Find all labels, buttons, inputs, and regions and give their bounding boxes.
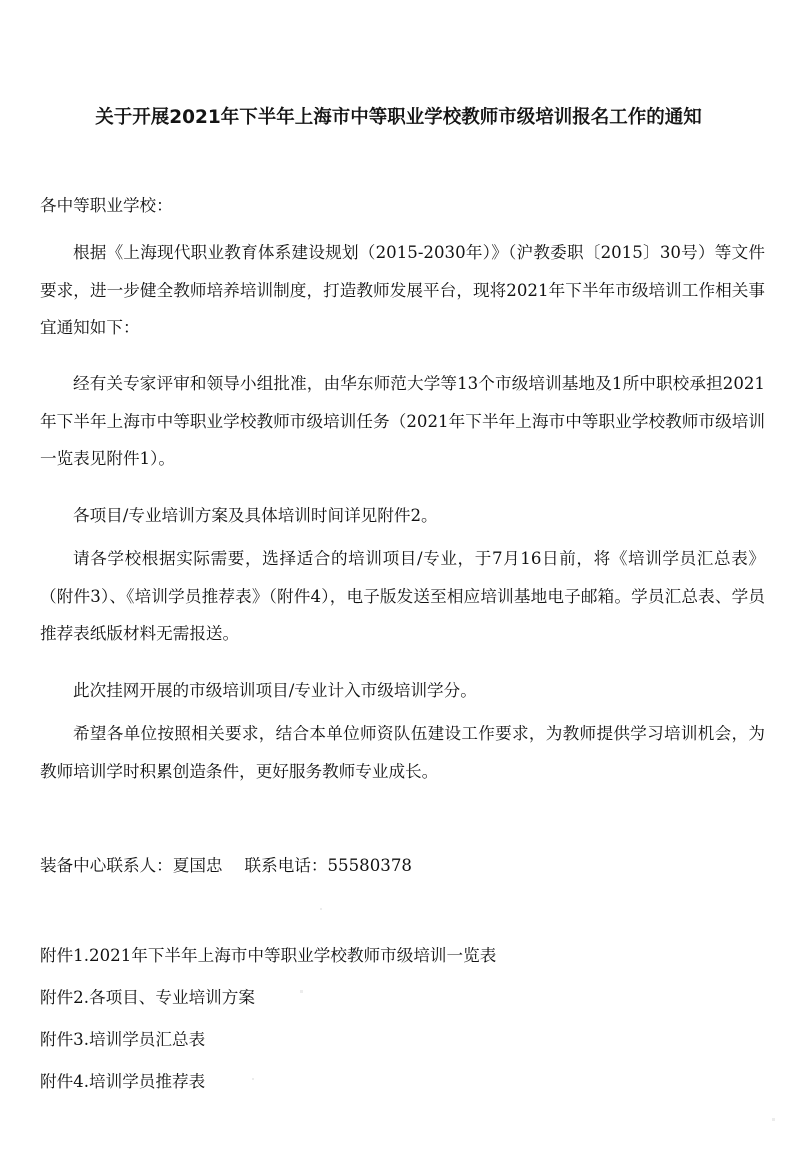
- paragraph-5: 此次挂网开展的市级培训项目/专业计入市级培训学分。: [73, 681, 477, 700]
- attachment-4: 附件4.培训学员推荐表: [40, 1072, 206, 1091]
- scan-speck: [772, 1118, 775, 1121]
- contact-phone-label: 联系电话：: [244, 856, 328, 875]
- scan-speck: [252, 1078, 254, 1080]
- paragraph-2: 经有关专家评审和领导小组批准，由华东师范大学等13个市级培训基地及1所中职校承担2021年下半年上海市中等职业学校教师市级培训任务（2021年下半年上海市中等职业学校教师市级培训一览表见附件1）。: [40, 374, 765, 468]
- contact-phone: 55580378: [327, 856, 412, 875]
- scan-speck: [300, 990, 303, 993]
- scan-speck: [320, 908, 322, 910]
- salutation: 各中等职业学校：: [40, 196, 173, 215]
- paragraph-4: 请各学校根据实际需要，选择适合的培训项目/专业，于7月16日前，将《培训学员汇总表》（附件3）、《培训学员推荐表》（附件4），电子版发送至相应培训基地电子邮箱。学员汇总表、学员推荐表纸版材料无需报送。: [40, 549, 765, 643]
- contact-line: [40, 852, 412, 876]
- paragraph-6: 希望各单位按照相关要求，结合本单位师资队伍建设工作要求，为教师提供学习培训机会，为教师培训学时积累创造条件，更好服务教师专业成长。: [40, 724, 765, 781]
- paragraph-1: 根据《上海现代职业教育体系建设规划（2015-2030年）》（沪教委职〔2015〕30号）等文件要求，进一步健全教师培养培训制度，打造教师发展平台，现将2021年下半年市级培训工作相关事宜通知如下：: [40, 243, 765, 337]
- contact-person-name: 夏国忠: [172, 856, 223, 875]
- contact-person-label: 装备中心联系人：: [40, 856, 173, 875]
- paragraph-3: 各项目/专业培训方案及具体培训时间详见附件2。: [73, 506, 438, 525]
- document-title: 关于开展2021年下半年上海市中等职业学校教师市级培训报名工作的通知: [95, 107, 702, 128]
- attachment-1: 附件1.2021年下半年上海市中等职业学校教师市级培训一览表: [40, 946, 497, 965]
- attachment-3: 附件3.培训学员汇总表: [40, 1030, 206, 1049]
- attachment-2: 附件2.各项目、专业培训方案: [40, 988, 255, 1007]
